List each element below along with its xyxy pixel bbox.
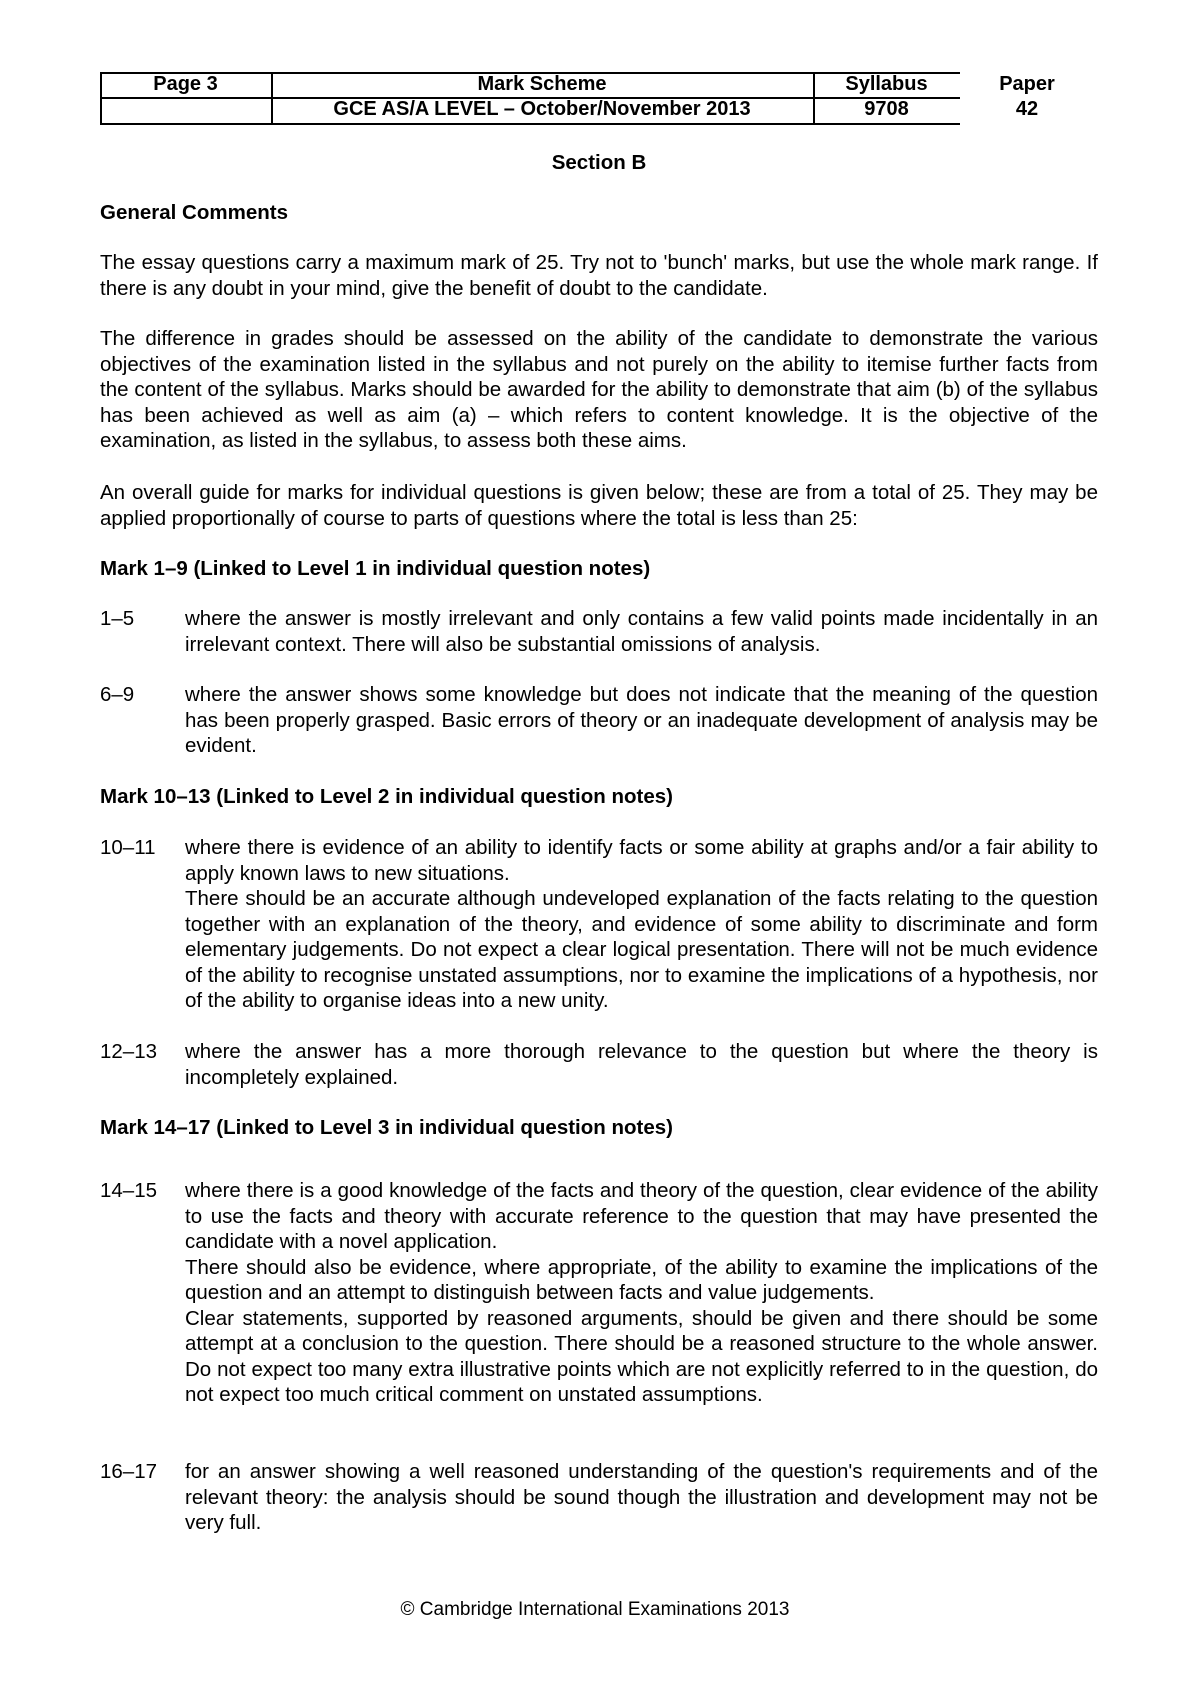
mark-description: where the answer is mostly irrelevant and only contains a few valid points made incidentally in an irrelevant context. There will also be substantial omissions of analysis. (185, 607, 1098, 656)
syllabus-code: 9708 (864, 98, 909, 120)
mark-range: 6–9 (100, 683, 135, 706)
mark-description: where the answer shows some knowledge but does not indicate that the meaning of the question has been properly grasped. Basic errors of theory or an inadequate development of analysis may be evident. (185, 683, 1098, 757)
mark-range: 14–15 (100, 1179, 158, 1202)
paper-number: 42 (1015, 98, 1039, 120)
paragraph: The essay questions carry a maximum mark of 25. Try not to 'bunch' marks, but use the whole mark range. If there is any doubt in your mind, give the benefit of doubt to the candidate. (100, 251, 1098, 300)
mark-range-item (100, 1039, 1098, 1090)
page-number: Page 3 (153, 73, 218, 95)
paper-label: Paper (999, 73, 1055, 95)
mark-description: Clear statements, supported by reasoned arguments, should be given and there should be some attempt at a conclusion to the question. There should be a reasoned structure to the whole answer. Do not expect too many extra illustrative points which are not explicitly referred to in the question, do not expect too much critical comment on unstated assumptions. (185, 1306, 1098, 1406)
band-heading: Mark 10–13 (Linked to Level 2 in individual question notes) (100, 785, 673, 808)
header-title: Mark Scheme (477, 73, 607, 95)
general-comments-heading: General Comments (100, 201, 288, 224)
mark-description: for an answer showing a well reasoned understanding of the question's requirements and of the relevant theory: the analysis should be sound though the illustration and development may not be very full. (185, 1460, 1098, 1534)
mark-range-item (100, 835, 1098, 1014)
band-heading: Mark 1–9 (Linked to Level 1 in individual question notes) (100, 557, 651, 580)
header-subtitle: GCE AS/A LEVEL – October/November 2013 (333, 98, 751, 120)
paragraph: An overall guide for marks for individual questions is given below; these are from a total of 25. They may be applied proportionally of course to parts of questions where the total is less than 25: (100, 481, 1098, 530)
mark-description: There should be an accurate although undeveloped explanation of the facts relating to the question together with an explanation of the theory, and evidence of some ability to discriminate and form elementary judgements. Do not expect a clear logical presentation. There will not be much evidence of the ability to recognise unstated assumptions, nor to examine the implications of a hypothesis, nor of the ability to organise ideas into a new unity. (185, 887, 1098, 1012)
syllabus-label: Syllabus (845, 73, 928, 95)
band-heading: Mark 14–17 (Linked to Level 3 in individual question notes) (100, 1116, 673, 1139)
mark-range: 10–11 (100, 836, 156, 859)
mark-range-item (100, 682, 1098, 759)
copyright-footer: © Cambridge International Examinations 2013 (400, 1599, 790, 1620)
mark-description: There should also be evidence, where appropriate, of the ability to examine the implications of the question and an attempt to distinguish between facts and value judgements. (185, 1255, 1098, 1304)
mark-range: 12–13 (100, 1040, 158, 1063)
section-title: Section B (551, 151, 647, 174)
mark-range-item (100, 606, 1098, 657)
header-table (100, 72, 1098, 126)
mark-description: where there is a good knowledge of the facts and theory of the question, clear evidence of the ability to use the facts and theory with accurate reference to the question that may have presented the candidate with a novel application. (185, 1179, 1098, 1253)
mark-description: where the answer has a more thorough relevance to the question but where the theory is incompletely explained. (185, 1040, 1098, 1089)
mark-description: where there is evidence of an ability to identify facts or some ability at graphs and/or a fair ability to apply known laws to new situations. (185, 836, 1098, 885)
mark-range: 16–17 (100, 1460, 158, 1483)
mark-range: 1–5 (100, 607, 135, 630)
mark-range-item (100, 1459, 1098, 1536)
mark-range-item (100, 1178, 1098, 1408)
paragraph: The difference in grades should be assessed on the ability of the candidate to demonstrate the various objectives of the examination listed in the syllabus and not purely on the ability to itemise further facts from the content of the syllabus. Marks should be awarded for the ability to demonstrate that aim (b) of the syllabus has been achieved as well as aim (a) – which refers to content knowledge. It is the objective of the examination, as listed in the syllabus, to assess both these aims. (100, 327, 1098, 452)
